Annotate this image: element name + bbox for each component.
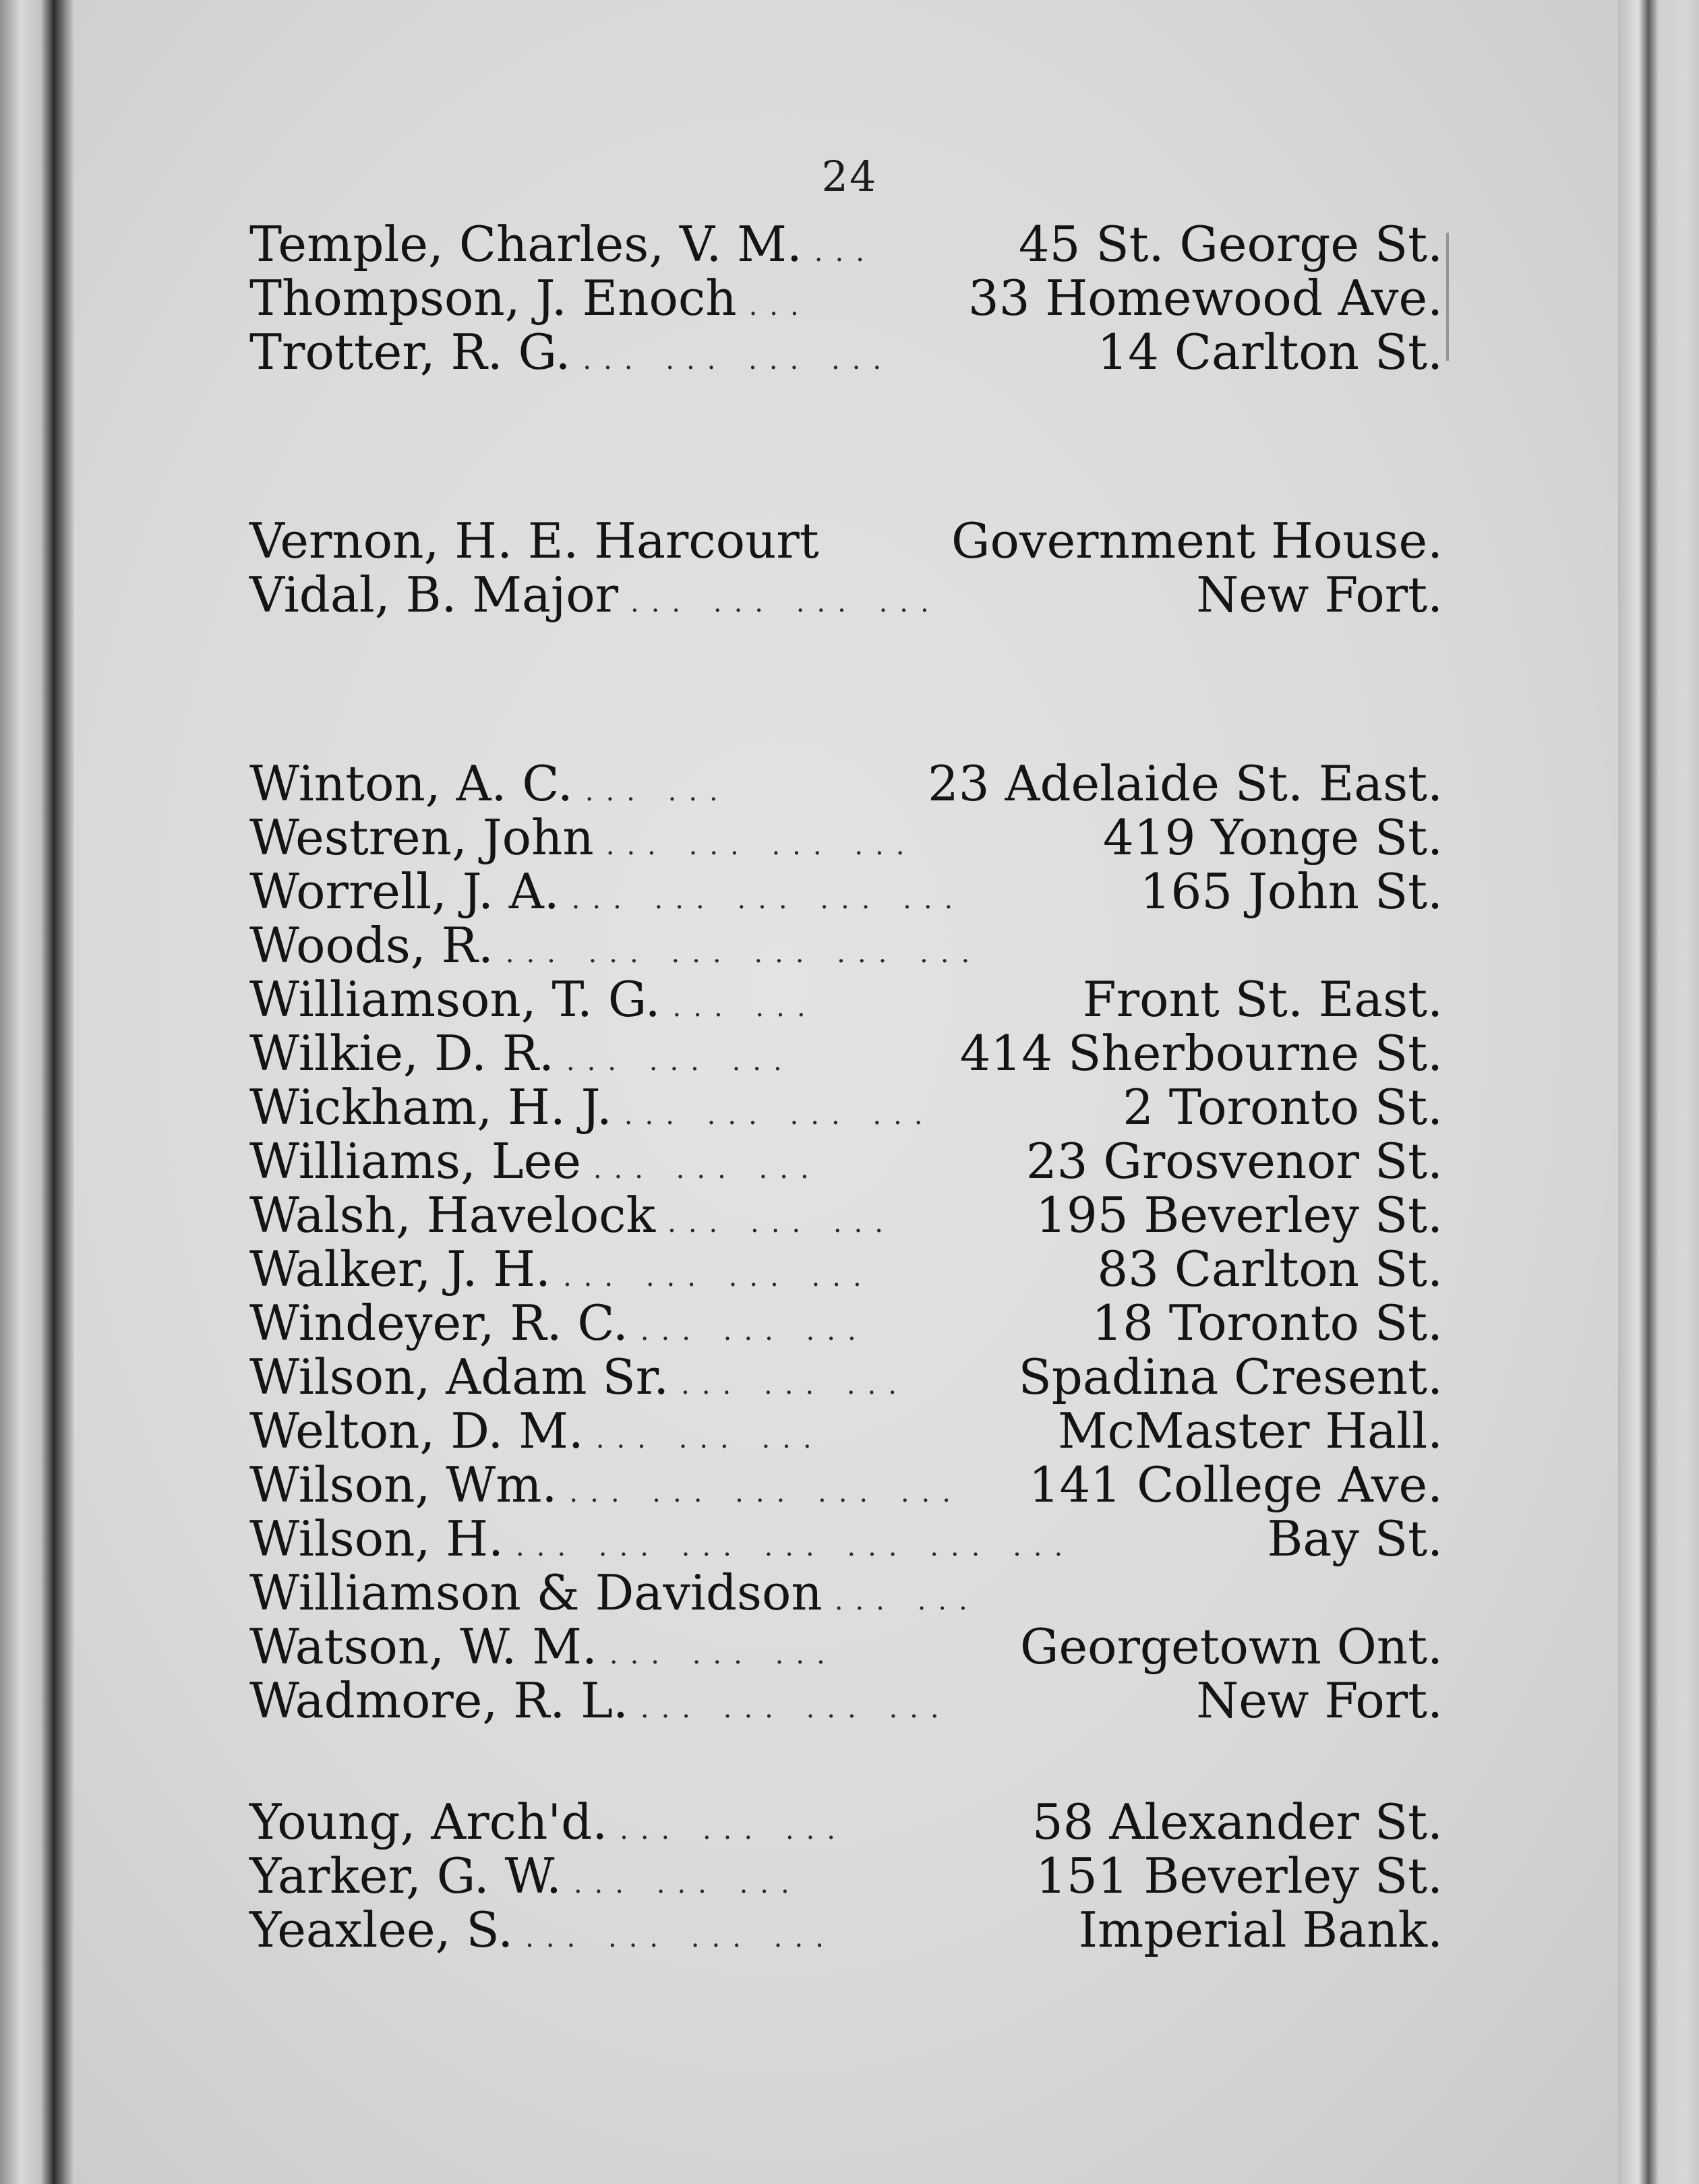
directory-entry <box>249 1241 1443 1295</box>
dot-leader: ... ... ... <box>573 1868 802 1899</box>
dot-leader: ... ... <box>585 776 730 807</box>
dot-leader: ... ... ... ... ... <box>569 1477 963 1508</box>
entry-name: Watson, W. M. <box>249 1618 597 1675</box>
entry-name: Yeaxlee, S. <box>249 1901 514 1958</box>
entry-address: 23 Adelaide St. East. <box>927 755 1443 812</box>
directory-entry <box>249 1133 1443 1187</box>
directory-entry <box>249 1187 1443 1241</box>
directory-entry <box>249 270 1443 324</box>
dot-leader: ... ... ... <box>609 1639 837 1670</box>
directory-entry <box>249 1848 1443 1904</box>
entry-name: Williamson, T. G. <box>249 971 661 1028</box>
entry-address: 83 Carlton St. <box>1097 1241 1443 1297</box>
dot-leader: ... ... <box>834 1585 980 1616</box>
dot-leader: ... ... ... <box>681 1369 909 1400</box>
entry-name: Wilkie, D. R. <box>249 1025 554 1082</box>
entry-address: 23 Grosvenor St. <box>1025 1133 1443 1189</box>
entry-address: Government House. <box>951 512 1443 569</box>
directory-entry <box>249 1456 1443 1513</box>
dot-leader: ... <box>748 291 811 322</box>
entry-address: Front St. East. <box>1082 971 1443 1028</box>
dot-leader: ... ... ... ... <box>605 830 917 861</box>
entry-name: Williamson & Davidson <box>249 1564 823 1621</box>
directory-entry <box>249 1349 1443 1403</box>
entry-name: Vernon, H. E. Harcourt <box>249 512 819 569</box>
entry-name: Wilson, H. <box>249 1510 504 1567</box>
entry-name: Young, Arch'd. <box>249 1794 608 1850</box>
directory-entry <box>249 809 1443 866</box>
entry-name: Thompson, J. Enoch <box>249 270 737 326</box>
directory-entry <box>249 324 1443 378</box>
entry-name: Walsh, Havelock <box>249 1187 656 1243</box>
entry-address: Spadina Cresent. <box>1018 1349 1443 1405</box>
entry-address: Imperial Bank. <box>1078 1901 1443 1958</box>
entry-name: Wilson, Wm. <box>249 1456 558 1513</box>
entry-address: 58 Alexander St. <box>1032 1794 1443 1850</box>
dot-leader: ... ... ... ... <box>640 1693 951 1724</box>
dot-leader: ... <box>814 237 876 268</box>
entry-address: 141 College Ave. <box>1028 1456 1443 1513</box>
entry-name: Woods, R. <box>249 917 494 974</box>
directory-entry <box>249 1403 1443 1459</box>
dot-leader: ... ... ... <box>595 1423 824 1454</box>
entry-name: Trotter, R. G. <box>249 324 571 380</box>
directory-entry <box>249 1025 1443 1082</box>
directory-entry <box>249 755 1443 812</box>
entry-address: New Fort. <box>1196 1672 1443 1729</box>
directory-entry <box>249 971 1443 1028</box>
entry-address: 151 Beverley St. <box>1036 1848 1443 1904</box>
entry-address: McMaster Hall. <box>1057 1403 1443 1459</box>
directory-entry <box>249 1672 1443 1729</box>
entry-name: Welton, D. M. <box>249 1403 584 1459</box>
entry-address: New Fort. <box>1196 566 1443 623</box>
torn-right-edge <box>1618 0 1699 2184</box>
entry-address: Bay St. <box>1267 1510 1443 1567</box>
entry-name: Wickham, H. J. <box>249 1079 612 1135</box>
entry-address: 45 St. George St. <box>1018 216 1443 272</box>
entry-name: Yarker, G. W. <box>249 1848 562 1904</box>
entry-name: Walker, J. H. <box>249 1241 551 1297</box>
entry-name: Wilson, Adam Sr. <box>249 1349 669 1405</box>
directory-entry <box>249 1510 1443 1567</box>
dot-leader: ... ... ... <box>566 1046 794 1077</box>
directory-entry <box>249 512 1443 569</box>
dot-leader: ... ... ... <box>593 1154 821 1185</box>
dot-leader: ... ... ... ... ... <box>571 884 965 915</box>
entry-address: Georgetown Ont. <box>1020 1618 1443 1675</box>
entry-name: Vidal, B. Major <box>249 566 618 623</box>
entry-address: 414 Sherbourne St. <box>959 1025 1443 1082</box>
entry-name: Westren, John <box>249 809 594 866</box>
directory-entry <box>249 1295 1443 1349</box>
book-spine-edge <box>0 0 74 2184</box>
directory-entry <box>249 1794 1443 1848</box>
entry-name: Williams, Lee <box>249 1133 581 1189</box>
entry-address: 195 Beverley St. <box>1036 1187 1443 1243</box>
entry-name: Winton, A. C. <box>249 755 573 812</box>
directory-entry <box>249 863 1443 920</box>
entry-address: 33 Homewood Ave. <box>967 270 1443 326</box>
directory-entry <box>249 1079 1443 1133</box>
dot-leader: ... ... ... <box>640 1316 868 1347</box>
directory-entry <box>249 1564 1443 1621</box>
dot-leader: ... ... ... ... ... ... ... <box>515 1531 1075 1562</box>
directory-entry <box>249 1618 1443 1675</box>
dot-leader: ... ... ... <box>667 1208 895 1239</box>
dot-leader: ... ... ... ... <box>525 1922 836 1953</box>
entry-name: Temple, Charles, V. M. <box>249 216 802 272</box>
entry-name: Wadmore, R. L. <box>249 1672 628 1729</box>
dot-leader: ... ... <box>672 992 818 1023</box>
dot-leader: ... ... ... ... <box>624 1100 935 1131</box>
entry-address: 18 Toronto St. <box>1092 1295 1443 1351</box>
entry-address: 165 John St. <box>1139 863 1443 920</box>
dot-leader: ... ... ... ... ... ... <box>505 938 982 969</box>
margin-pencil-mark <box>1446 233 1458 361</box>
entry-address: 419 Yonge St. <box>1102 809 1443 866</box>
dot-leader: ... ... ... ... <box>562 1262 874 1293</box>
entry-name: Windeyer, R. C. <box>249 1295 628 1351</box>
directory-entry <box>249 216 1443 270</box>
dot-leader: ... ... ... ... <box>583 345 894 376</box>
directory-entry <box>249 566 1443 623</box>
dot-leader: ... ... ... ... <box>630 587 941 618</box>
entry-name: Worrell, J. A. <box>249 863 560 920</box>
page-number: 24 <box>821 152 878 201</box>
entry-address: 14 Carlton St. <box>1097 324 1443 380</box>
directory-entry <box>249 917 1443 974</box>
dot-leader: ... ... ... <box>620 1814 847 1846</box>
entry-address: 2 Toronto St. <box>1123 1079 1443 1135</box>
directory-entry <box>249 1901 1443 1958</box>
